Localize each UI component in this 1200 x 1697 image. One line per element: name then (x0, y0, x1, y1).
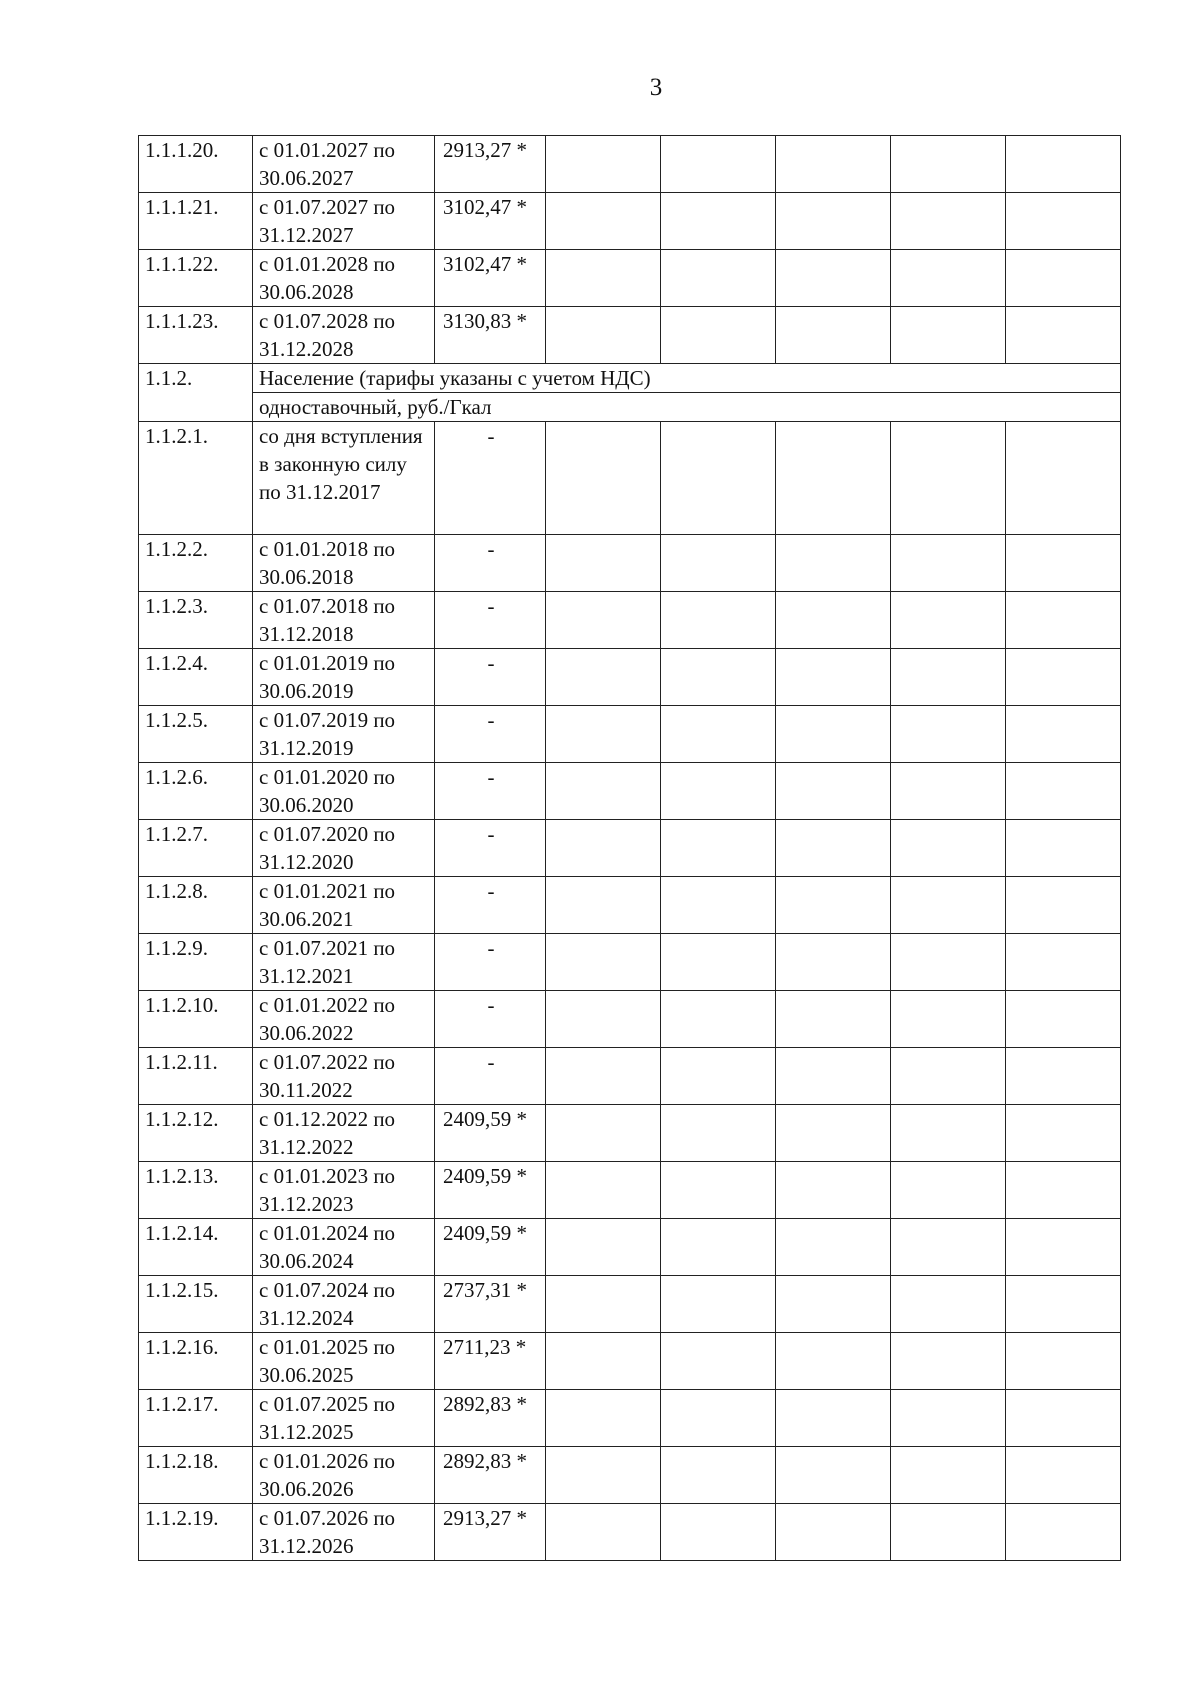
empty-cell (546, 1105, 661, 1162)
row-price: 2409,59 * (435, 1219, 546, 1276)
table-row (139, 1219, 1121, 1276)
empty-cell (546, 1048, 661, 1105)
row-number: 1.1.2.9. (139, 934, 253, 991)
empty-cell (891, 535, 1006, 592)
row-price: 2892,83 * (435, 1447, 546, 1504)
row-period: с 01.07.2024 по 31.12.2024 (253, 1276, 435, 1333)
table-row (139, 1504, 1121, 1561)
row-period: с 01.07.2018 по 31.12.2018 (253, 592, 435, 649)
empty-cell (891, 1447, 1006, 1504)
empty-cell (1006, 820, 1121, 877)
empty-cell (1006, 706, 1121, 763)
table-row (139, 1333, 1121, 1390)
row-price: 2737,31 * (435, 1276, 546, 1333)
table-row (139, 706, 1121, 763)
table-row (139, 649, 1121, 706)
row-price: 2913,27 * (435, 136, 546, 193)
row-number: 1.1.1.23. (139, 307, 253, 364)
empty-cell (1006, 1447, 1121, 1504)
row-price: - (435, 877, 546, 934)
empty-cell (891, 1048, 1006, 1105)
section-title: Население (тарифы указаны с учетом НДС) (253, 364, 1121, 393)
empty-cell (891, 877, 1006, 934)
row-price: - (435, 649, 546, 706)
empty-cell (1006, 934, 1121, 991)
empty-cell (776, 1333, 891, 1390)
empty-cell (891, 934, 1006, 991)
empty-cell (1006, 763, 1121, 820)
tariff-rows-1-1-2 (139, 422, 1121, 1561)
empty-cell (1006, 1276, 1121, 1333)
empty-cell (891, 1105, 1006, 1162)
row-price: 2711,23 * (435, 1333, 546, 1390)
section-subtitle: одноставочный, руб./Гкал (253, 393, 1121, 422)
table-row (139, 1048, 1121, 1105)
empty-cell (1006, 1219, 1121, 1276)
table-row (139, 136, 1121, 193)
row-number: 1.1.2.15. (139, 1276, 253, 1333)
empty-cell (661, 877, 776, 934)
empty-cell (1006, 1333, 1121, 1390)
empty-cell (661, 649, 776, 706)
table-row (139, 1447, 1121, 1504)
row-price: - (435, 422, 546, 535)
row-period: с 01.01.2026 по 30.06.2026 (253, 1447, 435, 1504)
empty-cell (661, 193, 776, 250)
row-period: с 01.01.2019 по 30.06.2019 (253, 649, 435, 706)
empty-cell (891, 1276, 1006, 1333)
empty-cell (546, 1447, 661, 1504)
section-number: 1.1.2. (139, 364, 253, 422)
empty-cell (661, 1219, 776, 1276)
table-row (139, 1162, 1121, 1219)
row-period: со дня вступления в законную силу по 31.12.2017 (253, 422, 435, 535)
row-price: - (435, 763, 546, 820)
empty-cell (776, 706, 891, 763)
row-price: - (435, 592, 546, 649)
empty-cell (891, 1504, 1006, 1561)
empty-cell (1006, 1390, 1121, 1447)
row-number: 1.1.2.8. (139, 877, 253, 934)
empty-cell (891, 1390, 1006, 1447)
row-number: 1.1.2.19. (139, 1504, 253, 1561)
empty-cell (1006, 1162, 1121, 1219)
table-row (139, 250, 1121, 307)
row-price: - (435, 1048, 546, 1105)
row-number: 1.1.1.22. (139, 250, 253, 307)
empty-cell (661, 250, 776, 307)
row-period: с 01.07.2026 по 31.12.2026 (253, 1504, 435, 1561)
table-row (139, 934, 1121, 991)
empty-cell (661, 763, 776, 820)
empty-cell (546, 1333, 661, 1390)
section-header (139, 364, 1121, 422)
empty-cell (776, 535, 891, 592)
row-number: 1.1.2.16. (139, 1333, 253, 1390)
empty-cell (776, 820, 891, 877)
row-number: 1.1.2.7. (139, 820, 253, 877)
row-price: 2409,59 * (435, 1105, 546, 1162)
empty-cell (1006, 193, 1121, 250)
table-row (139, 763, 1121, 820)
empty-cell (661, 535, 776, 592)
row-period: с 01.07.2020 по 31.12.2020 (253, 820, 435, 877)
empty-cell (776, 1504, 891, 1561)
empty-cell (1006, 535, 1121, 592)
row-period: с 01.01.2027 по 30.06.2027 (253, 136, 435, 193)
row-number: 1.1.2.4. (139, 649, 253, 706)
empty-cell (776, 592, 891, 649)
empty-cell (776, 1219, 891, 1276)
empty-cell (661, 820, 776, 877)
empty-cell (546, 1390, 661, 1447)
row-price: - (435, 706, 546, 763)
row-number: 1.1.2.3. (139, 592, 253, 649)
row-period: с 01.12.2022 по 31.12.2022 (253, 1105, 435, 1162)
row-period: с 01.01.2020 по 30.06.2020 (253, 763, 435, 820)
empty-cell (661, 1276, 776, 1333)
empty-cell (891, 991, 1006, 1048)
empty-cell (546, 991, 661, 1048)
table-row (139, 592, 1121, 649)
empty-cell (661, 422, 776, 535)
row-period: с 01.07.2027 по 31.12.2027 (253, 193, 435, 250)
empty-cell (1006, 422, 1121, 535)
empty-cell (776, 877, 891, 934)
empty-cell (546, 1504, 661, 1561)
table-row (139, 877, 1121, 934)
table-row (139, 1276, 1121, 1333)
row-number: 1.1.2.6. (139, 763, 253, 820)
empty-cell (661, 706, 776, 763)
empty-cell (546, 1276, 661, 1333)
row-price: - (435, 535, 546, 592)
row-price: 2913,27 * (435, 1504, 546, 1561)
empty-cell (776, 1105, 891, 1162)
empty-cell (1006, 1504, 1121, 1561)
row-period: с 01.07.2019 по 31.12.2019 (253, 706, 435, 763)
empty-cell (546, 307, 661, 364)
row-number: 1.1.2.18. (139, 1447, 253, 1504)
empty-cell (891, 820, 1006, 877)
empty-cell (776, 1447, 891, 1504)
tariff-table (138, 135, 1121, 1561)
empty-cell (546, 1219, 661, 1276)
empty-cell (661, 307, 776, 364)
row-price: 3102,47 * (435, 250, 546, 307)
row-price: 3102,47 * (435, 193, 546, 250)
row-number: 1.1.2.11. (139, 1048, 253, 1105)
empty-cell (546, 706, 661, 763)
empty-cell (546, 592, 661, 649)
row-period: с 01.01.2021 по 30.06.2021 (253, 877, 435, 934)
empty-cell (661, 1390, 776, 1447)
empty-cell (661, 1504, 776, 1561)
empty-cell (891, 1333, 1006, 1390)
empty-cell (661, 1105, 776, 1162)
empty-cell (891, 1219, 1006, 1276)
row-period: с 01.01.2028 по 30.06.2028 (253, 250, 435, 307)
empty-cell (891, 1162, 1006, 1219)
empty-cell (1006, 877, 1121, 934)
table-row (139, 991, 1121, 1048)
empty-cell (891, 422, 1006, 535)
empty-cell (661, 1447, 776, 1504)
empty-cell (1006, 592, 1121, 649)
table-row (139, 1105, 1121, 1162)
empty-cell (546, 193, 661, 250)
empty-cell (891, 763, 1006, 820)
empty-cell (661, 1162, 776, 1219)
tariff-rows-1-1-1 (139, 136, 1121, 364)
row-period: с 01.01.2023 по 31.12.2023 (253, 1162, 435, 1219)
row-period: с 01.07.2025 по 31.12.2025 (253, 1390, 435, 1447)
empty-cell (1006, 991, 1121, 1048)
row-number: 1.1.2.1. (139, 422, 253, 535)
empty-cell (776, 307, 891, 364)
row-price: 3130,83 * (435, 307, 546, 364)
empty-cell (776, 1048, 891, 1105)
empty-cell (891, 193, 1006, 250)
row-period: с 01.07.2022 по 30.11.2022 (253, 1048, 435, 1105)
empty-cell (546, 763, 661, 820)
row-number: 1.1.2.13. (139, 1162, 253, 1219)
empty-cell (776, 763, 891, 820)
empty-cell (661, 1048, 776, 1105)
row-period: с 01.01.2025 по 30.06.2025 (253, 1333, 435, 1390)
row-period: с 01.01.2024 по 30.06.2024 (253, 1219, 435, 1276)
empty-cell (661, 1333, 776, 1390)
empty-cell (1006, 250, 1121, 307)
empty-cell (661, 136, 776, 193)
empty-cell (776, 1390, 891, 1447)
row-number: 1.1.2.14. (139, 1219, 253, 1276)
empty-cell (776, 422, 891, 535)
empty-cell (776, 1162, 891, 1219)
empty-cell (1006, 136, 1121, 193)
empty-cell (776, 193, 891, 250)
empty-cell (891, 307, 1006, 364)
row-number: 1.1.2.2. (139, 535, 253, 592)
empty-cell (661, 934, 776, 991)
table-row (139, 193, 1121, 250)
row-number: 1.1.2.10. (139, 991, 253, 1048)
empty-cell (776, 1276, 891, 1333)
empty-cell (546, 136, 661, 193)
row-period: с 01.07.2021 по 31.12.2021 (253, 934, 435, 991)
empty-cell (546, 1162, 661, 1219)
empty-cell (546, 422, 661, 535)
empty-cell (891, 136, 1006, 193)
empty-cell (1006, 1048, 1121, 1105)
page-number: 3 (649, 74, 663, 101)
row-price: 2409,59 * (435, 1162, 546, 1219)
empty-cell (776, 649, 891, 706)
empty-cell (891, 250, 1006, 307)
empty-cell (546, 877, 661, 934)
row-period: с 01.07.2028 по 31.12.2028 (253, 307, 435, 364)
empty-cell (1006, 307, 1121, 364)
empty-cell (546, 649, 661, 706)
empty-cell (776, 934, 891, 991)
row-number: 1.1.2.17. (139, 1390, 253, 1447)
empty-cell (661, 991, 776, 1048)
row-number: 1.1.2.5. (139, 706, 253, 763)
table-row (139, 1390, 1121, 1447)
empty-cell (1006, 649, 1121, 706)
table-row (139, 422, 1121, 535)
empty-cell (1006, 1105, 1121, 1162)
row-price: - (435, 820, 546, 877)
empty-cell (891, 592, 1006, 649)
empty-cell (776, 136, 891, 193)
empty-cell (546, 820, 661, 877)
row-price: - (435, 934, 546, 991)
table-row (139, 307, 1121, 364)
empty-cell (546, 934, 661, 991)
empty-cell (891, 649, 1006, 706)
row-price: - (435, 991, 546, 1048)
row-number: 1.1.1.20. (139, 136, 253, 193)
row-price: 2892,83 * (435, 1390, 546, 1447)
row-number: 1.1.2.12. (139, 1105, 253, 1162)
row-period: с 01.01.2022 по 30.06.2022 (253, 991, 435, 1048)
table-row (139, 535, 1121, 592)
empty-cell (546, 535, 661, 592)
empty-cell (661, 592, 776, 649)
row-number: 1.1.1.21. (139, 193, 253, 250)
empty-cell (891, 706, 1006, 763)
row-period: с 01.01.2018 по 30.06.2018 (253, 535, 435, 592)
empty-cell (776, 991, 891, 1048)
empty-cell (776, 250, 891, 307)
empty-cell (546, 250, 661, 307)
table-row (139, 820, 1121, 877)
